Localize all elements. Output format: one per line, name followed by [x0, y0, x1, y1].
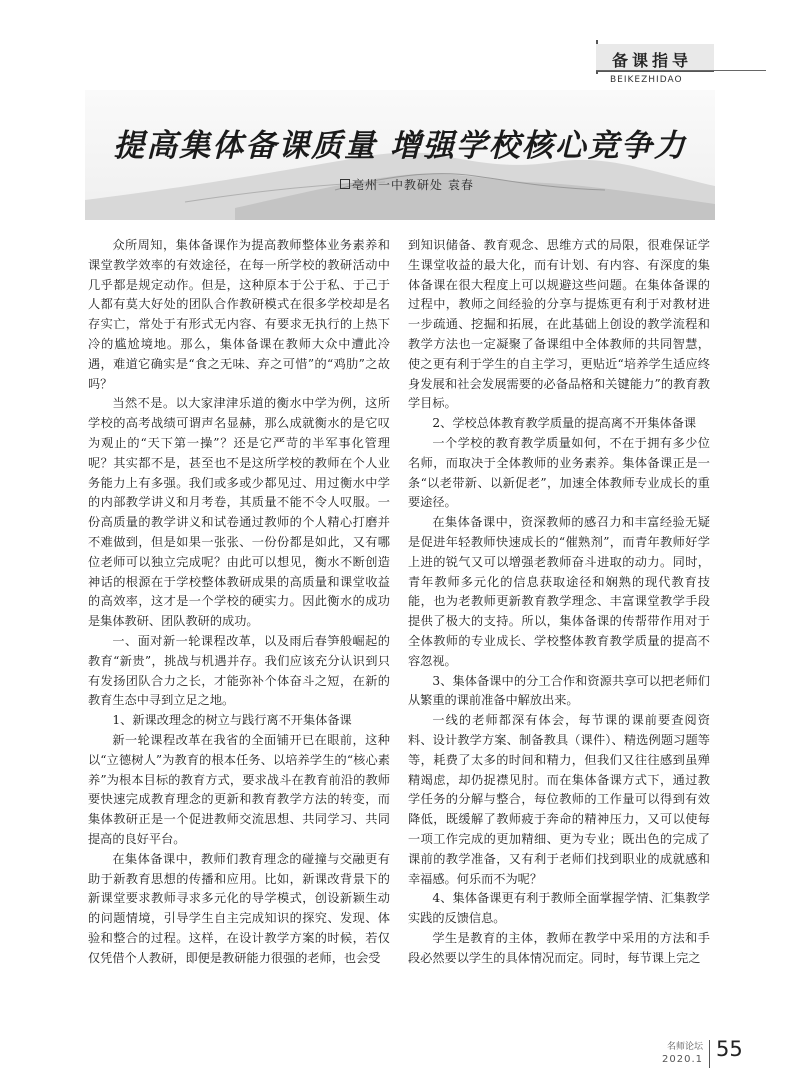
right-column — [408, 236, 710, 968]
section-pinyin: BEIKEZHIDAO — [610, 75, 683, 85]
subheading: 4、集体备课更有利于教师全面掌握学情、汇集教学实践的反馈信息。 — [408, 891, 710, 926]
byline-square-icon — [340, 179, 350, 189]
paragraph: 当然不是。以大家津津乐道的衡水中学为例，这所学校的高考战绩可谓声名显赫，那么成就衡水的是它叹为观止的“天下第一操”？还是它严苛的半军事化管理呢？其实都不是，甚至也不是这所学校的教师在个人业务能力上有多强。我们或多或少都见过、用过衡水中学的内部教学讲义和月考卷，其质量不能不令人叹服。一份高质量的教学讲义和试卷通过教师的个人精心打磨并不难做到，但是如果一张张、一份份都是如此，又有哪位老师可以独立完成呢？由此可以想见，衡水不断创造神话的根源在于学校整体教研成果的高质量和课堂收益的高效率，这才是一个学校的硬实力。因此衡水的成功是集体教研、团队教研的成功。 — [88, 396, 390, 629]
footer-issue: 2020.1 — [662, 1054, 703, 1065]
page-number: 55 — [716, 1037, 743, 1061]
subheading: 2、学校总体教育教学质量的提高离不开集体备课 — [432, 416, 697, 431]
paragraph: 学生是教育的主体，教师在教学中采用的方法和手段必然要以学生的具体情况而定。同时，每节课上完之 — [408, 930, 710, 965]
paragraph: 众所周知，集体备课作为提高教师整体业务素养和课堂教学效率的有效途径，在每一所学校的教研活动中几乎都是规定动作。但是，这种原本于公于私、于己于人都有莫大好处的团队合作教研模式在很多学校却是名存实亡，常处于有形式无内容、有要求无执行的上热下冷的尴尬境地。那么，集体备课在教师大众中遭此冷遇，难道它确实是“食之无味、弃之可惜”的“鸡肋”之故吗？ — [88, 238, 390, 391]
left-column — [88, 236, 390, 968]
article-title: 提高集体备课质量 增强学校核心竞争力 — [113, 128, 687, 164]
paragraph: 一线的老师都深有体会，每节课的课前要查阅资料、设计教学方案、制备教具（课件）、精选例题习题等等，耗费了太多的时间和精力，但我们又往往感到虽殚精竭虑，却仍捉襟见肘。而在集体备课方式下，通过教学任务的分解与整合，每位教师的工作量可以得到有效降低，既缓解了教师疲于奔命的精神压力，又可以使每一项工作完成的更加精细、更为专业；既出色的完成了课前的教学准备，又有利于老师们找到职业的成就感和幸福感。何乐而不为呢？ — [408, 713, 710, 886]
byline-text: 亳州一中教研处 袁春 — [352, 178, 474, 192]
section-title: 备课指导 — [612, 51, 693, 70]
subheading: 3、集体备课中的分工合作和资源共享可以把老师们从繁重的课前准备中解放出来。 — [408, 673, 710, 708]
paragraph: 在集体备课中，教师们教育理念的碰撞与交融更有助于新教育思想的传播和应用。比如，新课改背景下的新课堂要求教师寻求多元化的导学模式，创设新颖生动的问题情境，引导学生自主完成知识的探究、发现、体验和整合的过程。这样，在设计教学方案的时候，若仅仅凭借个人教研，即便是教研能力很强的老师，也会受 — [88, 851, 390, 965]
paragraph: 一个学校的教育教学质量如何，不在于拥有多少位名师，而取决于全体教师的业务素养。集体备课正是一条“以老带新、以新促老”，加速全体教师专业成长的重要途径。 — [408, 435, 710, 510]
paragraph: 在集体备课中，资深教师的感召力和丰富经验无疑是促进年轻教师快速成长的“催熟剂”，而青年教师好学上进的锐气又可以增强老教师奋斗进取的动力。同时，青年教师多元化的信息获取途径和娴熟的现代教育技能，也为老教师更新教育教学理念、丰富课堂教学手段提供了极大的支持。所以，集体备课的传帮带作用对于全体教师的专业成长、学校整体教育教学质量的提高不容忽视。 — [408, 515, 710, 668]
footer-journal: 名师论坛 — [667, 1042, 704, 1052]
paragraph: 新一轮课程改革在我省的全面铺开已在眼前，这种以“立德树人”为教育的根本任务、以培养学生的“核心素养”为根本目标的教育方式，要求战斗在教育前沿的教师要快速完成教育理念的更新和教育教学方法的转变，而集体教研正是一个促进教师交流思想、共同学习、共同提高的良好平台。 — [88, 732, 390, 846]
footer-divider — [709, 1040, 710, 1068]
article-byline — [340, 176, 474, 193]
paragraph: 到知识储备、教育观念、思维方式的局限，很难保证学生课堂收益的最大化，而有计划、有内容、有深度的集体备课在很大程度上可以规避这些问题。在集体备课的过程中，教师之间经验的分享与提炼更有利于对教材进一步疏通、挖掘和拓展，在此基础上创设的教学流程和教学方法也一定凝聚了备课组中全体教师的共同智慧，使之更有利于学生的自主学习，更贴近“培养学生适应终身发展和社会发展需要的必备品格和关键能力”的教育教学目标。 — [408, 238, 710, 411]
subheading: 1、新课改理念的树立与践行离不开集体备课 — [112, 713, 352, 728]
paragraph: 一、面对新一轮课程改革，以及雨后春笋般崛起的教育“新贵”，挑战与机遇并存。我们应该充分认识到只有发扬团队合力之长，才能弥补个体奋斗之短，在新的教育生态中寻到立足之地。 — [88, 633, 390, 708]
